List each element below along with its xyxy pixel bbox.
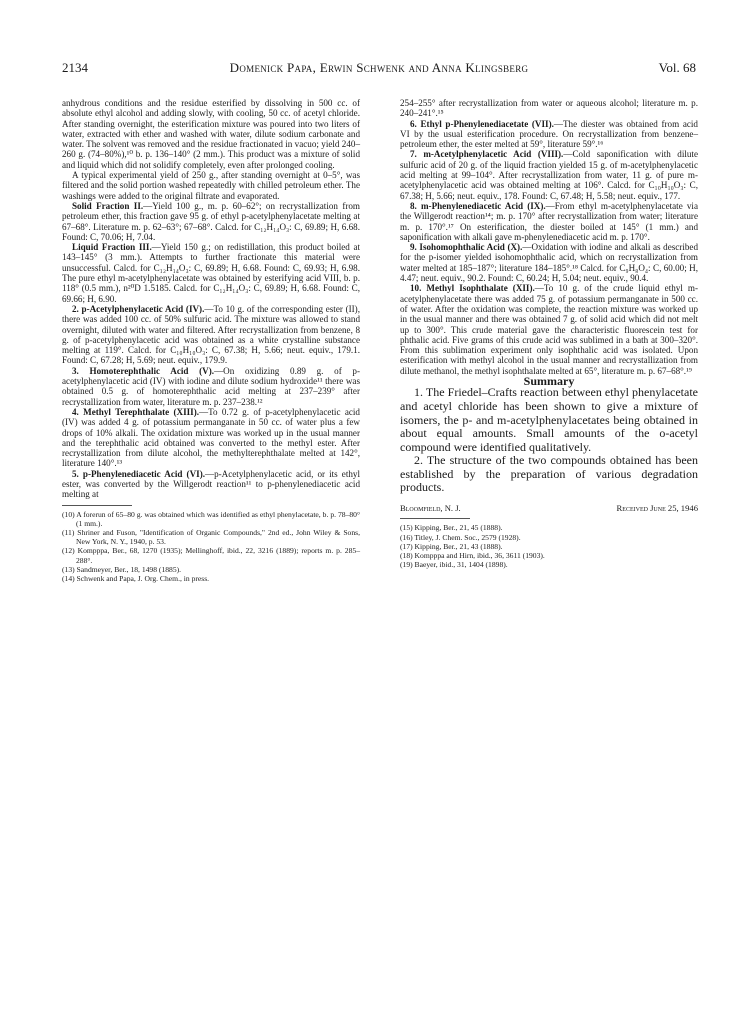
- paragraph: [62, 366, 360, 407]
- received-date: Received June 25, 1946: [616, 503, 698, 514]
- paragraph-text: —To 10 g. of the corresponding ester (II), there was added 100 cc. of 50% sulfuric acid. The mixture was allowed to stand overnight, diluted with water and filtered. After recrystallization from benzene, 8 g. of p-acetylphenylacetic acid was obtained as a white crystalline substance melting at 119°. Calcd. for C₁₀H₁₀O₃: C, 67.38; H, 5.66; neut. equiv., 179.1. Found: C, 67.28; H, 5.69; neut. equiv., 179.9.: [62, 303, 360, 366]
- paragraph: 254–255° after recrystallization from water or aqueous alcohol; literature m. p. 240–241°.¹⁵: [400, 98, 698, 119]
- summary-point: 1. The Friedel–Crafts reaction between ethyl phenylacetate and acetyl chloride has been shown to give a mixture of isomers, the p- and m-acetylphenylacetates being obtained in about equal amounts. Small amounts of the o-acetyl compound were identified qualitatively.: [400, 385, 698, 454]
- paragraph: [400, 242, 698, 283]
- section-heading: 2. p-Acetylphenylacetic Acid (IV).: [72, 303, 205, 314]
- footnotes-left: [62, 510, 360, 584]
- section-heading: 10. Methyl Isophthalate (XII).: [410, 283, 535, 294]
- paragraph-text: —The diester was obtained from acid VI by the usual esterification procedure. On recrystallization from benzene–petroleum ether, the ester melted at 59°, literature 59°.¹⁶: [400, 118, 698, 150]
- footnotes-right: [400, 523, 698, 569]
- paragraph: [400, 149, 698, 200]
- paragraph: [400, 283, 698, 376]
- section-heading: 6. Ethyl p-Phenylenediacetate (VII).: [410, 118, 554, 129]
- page-number: 2134: [62, 60, 88, 75]
- paragraph-text: —Yield 100 g., m. p. 60–62°; on recrystallization from petroleum ether, this fraction gave 95 g. of ethyl p-acetylphenylacetate melting at 67–68°. Literature m. p. 62–63°; 67–68°. Calcd. for C₁₂H₁₄O₃: C, 69.89; H, 6.68. Found: C, 70.06; H, 7.04.: [62, 200, 360, 242]
- footnote: (19) Baeyer, ibid., 31, 1404 (1898).: [400, 560, 508, 570]
- section-heading: 8. m-Phenylenediacetic Acid (IX).: [410, 200, 546, 211]
- section-heading: 9. Isohomophthalic Acid (X).: [410, 242, 523, 253]
- summary-point: 2. The structure of the two compounds obtained has been established by the preparation of various degradation products.: [400, 453, 698, 495]
- running-title: Domenick Papa, Erwin Schwenk and Anna Klingsberg: [229, 60, 529, 75]
- summary-heading: Summary: [523, 374, 575, 389]
- footnote-divider: [400, 518, 470, 519]
- footnote: (12) Kompppa, Ber., 68, 1270 (1935); Mellinghoff, ibid., 22, 3216 (1889); reports m. p. 285–288°.: [62, 546, 360, 565]
- paragraph-text: —To 10 g. of the crude liquid ethyl m-acetylphenylacetate there was added 75 g. of potassium permanganate in 500 cc. of water. After the oxidation was complete, the reaction mixture was worked up in the usual manner and there was obtained 7 g. of solid acid which did not melt up to 300°. This crude material gave the characteristic fluorescein test for phthalic acid. Five grams of this crude acid was sublimed in a bath at 300–320°. From this sublimation experiment only isophthalic acid was isolated. Upon esterification with methyl alcohol in the usual manner and recrystallization from dilute methanol, the methyl isophthalate melted at 65°, literature m. p. 67–68°.¹⁹: [400, 283, 699, 376]
- footnote: (17) Kipping, Ber., 21, 43 (1888).: [400, 541, 503, 551]
- footnote: (15) Kipping, Ber., 21, 45 (1888).: [400, 523, 503, 533]
- paragraph-text: —On oxidizing 0.89 g. of p-acetylphenylacetic acid (IV) with iodine and dilute sodium hydroxide¹¹ there was obtained 0.5 g. of homoterephthalic acid melting at 237–239° after recrystallization from water, literature m. p. 237–238.¹²: [62, 365, 361, 407]
- paragraph: [62, 242, 360, 304]
- footnote: (16) Titley, J. Chem. Soc., 2579 (1928).: [400, 532, 521, 542]
- paragraph-text: —To 0.72 g. of p-acetylphenylacetic acid (IV) was added 4 g. of potassium permanganate in 50 cc. of water plus a few drops of 10% alkali. The oxidation mixture was worked up in the usual manner and the terephthalic acid obtained was converted to the methyl ester. After recrystallization from dilute alcohol, the methylterephthalate melted at 142°, literature 140°.¹³: [62, 406, 360, 469]
- section-heading: Liquid Fraction III.: [72, 242, 152, 253]
- signature-line: [400, 503, 698, 513]
- paragraph: [400, 119, 698, 150]
- footnote: (11) Shriner and Fuson, "Identification of Organic Compounds," 2nd ed., John Wiley & Sons, New York, N. Y., 1940, p. 53.: [62, 527, 360, 547]
- paragraph-text: —Oxidation with iodine and alkali as described for the p-isomer yielded isohomophthalic acid, which on recrystallization from water melted at 185–187°; literature 184–185°.¹⁸ Calcd. for C₉H₈O₄: C, 60.00; H, 4.47; neut. equiv., 90.2. Found: C, 60.24; H, 5.04; neut. equiv., 90.4.: [400, 242, 698, 284]
- section-heading: 4. Methyl Terephthalate (XIII).: [72, 406, 200, 417]
- paragraph-text: —Cold saponification with dilute sulfuric acid of 20 g. of the liquid fraction yielded 15 g. of m-acetylphenylacetic acid melting at 99–104°. After recrystallization from water, 11 g. of pure m-acetylphenylacetic acid was obtained melting at 106°. Calcd. for C₁₀H₁₀O₃: C, 67.38; H, 5.66; neut. equiv., 178. Found: C, 67.48; H, 5.58; neut. equiv., 177.: [400, 149, 698, 201]
- paragraph: [62, 469, 360, 500]
- paragraph-text: —p-Acetylphenylacetic acid, or its ethyl ester, was converted by the Willgerodt reaction¹¹ to p-phenylenediacetic acid melting at: [62, 468, 360, 500]
- footnote-divider: [62, 505, 132, 506]
- footnote: (10) A forerun of 65–80 g. was obtained which was identified as ethyl phenylacetate, b. p. 78–80° (1 mm.).: [62, 509, 360, 528]
- paragraph: A typical experimental yield of 250 g., after standing overnight at 0–5°, was filtered and the solid portion washed repeatedly with chilled petroleum ether. The washings were added to the original filtrate and evaporated.: [62, 170, 360, 201]
- location: Bloomfield, N. J.: [400, 503, 461, 514]
- right-column: [400, 98, 698, 569]
- volume-label: Vol. 68: [658, 60, 696, 75]
- paragraph: [62, 407, 360, 469]
- left-column: [62, 98, 360, 583]
- footnote: (14) Schwenk and Papa, J. Org. Chem., in press.: [62, 574, 210, 583]
- section-heading: 3. Homoterephthalic Acid (V).: [72, 365, 215, 376]
- paragraph: [62, 201, 360, 242]
- paragraph: [62, 304, 360, 366]
- paragraph: anhydrous conditions and the residue esterified by dissolving in 500 cc. of absolute ethyl alcohol and adding slowly, with cooling, 50 cc. of acetyl chloride. After standing overnight, the esterification mixture was poured into two liters of water, extracted with ether and washed with water, dilute sodium carbonate and water. The solvent was removed and the residue fractionated in vacuo; yield 240–260 g. (74–80%),¹⁰ b. p. 136–140° (2 mm.). This product was a mixture of solid and liquid which did not solidify completely, even after prolonged cooling.: [62, 98, 360, 170]
- section-heading: Solid Fraction II.: [72, 200, 144, 211]
- paragraph-text: —Yield 150 g.; on redistillation, this product boiled at 143–145° (3 mm.). Attempts to further fractionate this material were unsuccessful. Calcd. for C₁₂H₁₄O₃: C, 69.89; H, 6.68. Found: C, 69.93; H, 6.98. The pure ethyl m-acetylphenylacetate was obtained by esterifying acid VIII, b. p. 118° (0.5 mm.), n²⁰D 1.5185. Calcd. for C₁₂H₁₄O₃: C, 69.89; H, 6.68. Found: C, 69.66; H, 6.90.: [62, 242, 361, 304]
- section-heading: 5. p-Phenylenediacetic Acid (VI).: [72, 468, 205, 479]
- section-heading: 7. m-Acetylphenylacetic Acid (VIII).: [410, 149, 564, 160]
- page-header: [62, 60, 696, 80]
- paragraph: [400, 201, 698, 242]
- footnote: (18) Kompppa and Hirn, ibid., 36, 3611 (1903).: [400, 550, 545, 560]
- footnote: (13) Sandmeyer, Ber., 18, 1498 (1885).: [62, 564, 182, 574]
- summary-section: [400, 386, 698, 495]
- paragraph-text: —From ethyl m-acetylphenylacetate via the Willgerodt reaction¹⁴; m. p. 170° after recrystallization from water; literature m. p. 170°.¹⁷ On esterification, the diester boiled at 145° (1 mm.) and saponification with alkali gave m-phenylenediacetic acid m. p. 170°.: [400, 200, 698, 242]
